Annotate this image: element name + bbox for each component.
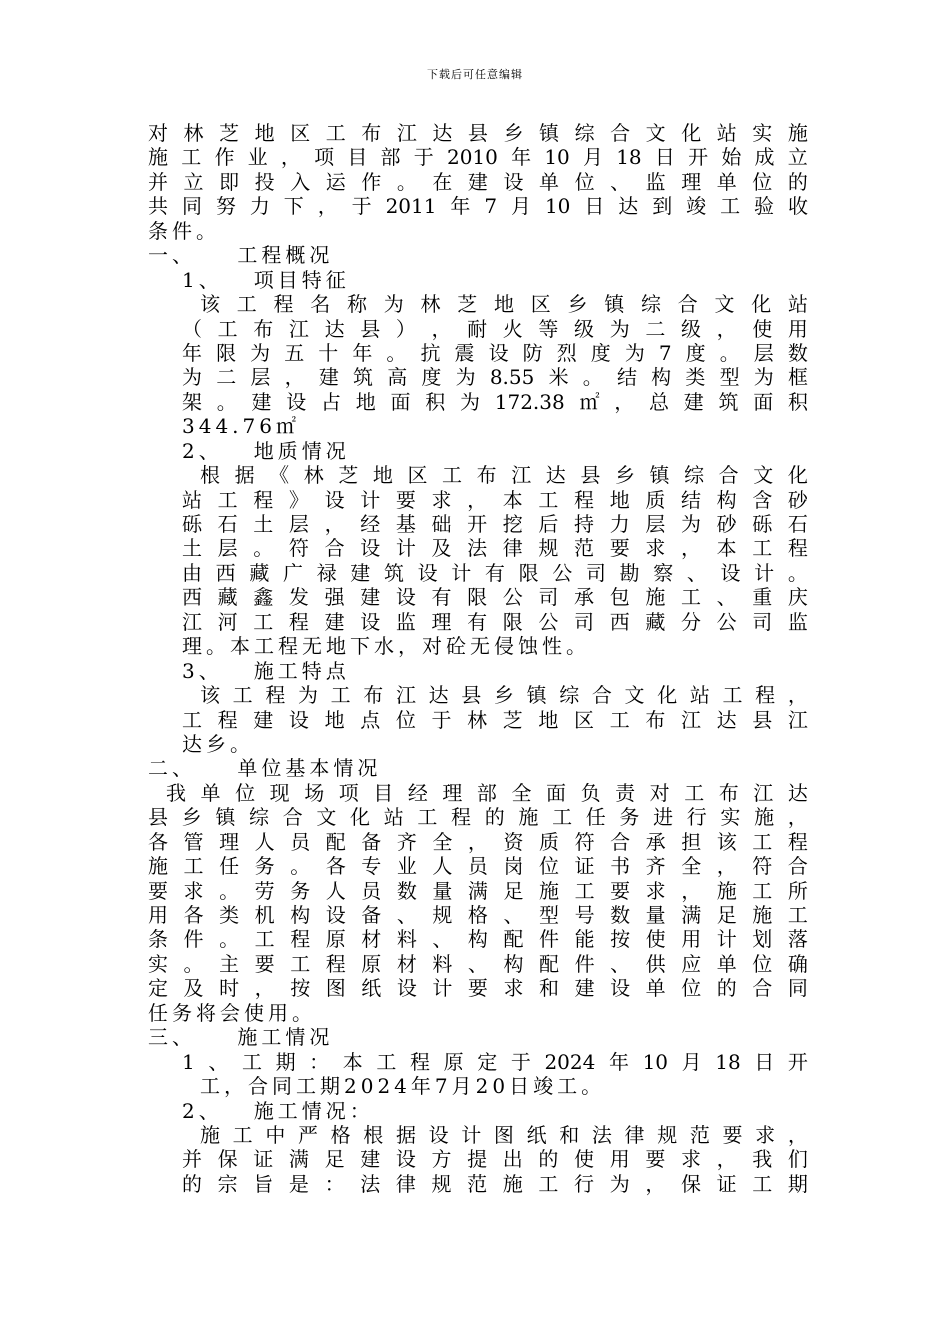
text-line: 县 乡 镇 综 合 文 化 站 工 程 的 施 工 任 务 进 行 实 施 ， [148,805,808,830]
text-line: 由 西 藏 广 禄 建 筑 设 计 有 限 公 司 勘 察 、 设 计 。 [182,560,808,585]
text-line: 3、 施工特点 [182,658,350,683]
text-line: 年 限 为 五 十 年 。 抗 震 设 防 烈 度 为 7 度 。 层 数 [182,340,808,365]
text-line: 施 工 作 业 ， 项 目 部 于 2010 年 10 月 18 日 开 始 成 立 [148,145,808,170]
text-line: 工 程 建 设 地 点 位 于 林 芝 地 区 工 布 江 达 县 江 [182,707,808,732]
text-line: 2、 地质情况 [182,438,350,463]
text-line: 条件。 [148,218,220,243]
text-line: 我 单 位 现 场 项 目 经 理 部 全 面 负 责 对 工 布 江 达 [166,780,808,805]
text-line: 根 据 《 林 芝 地 区 工 布 江 达 县 乡 镇 综 合 文 化 [200,463,808,488]
text-line: 并 立 即 投 入 运 作 。 在 建 设 单 位 、 监 理 单 位 的 [148,169,808,194]
text-line: 架 。 建 设 占 地 面 积 为 172.38 ㎡ ， 总 建 筑 面 积 [182,389,808,414]
text-line: 实 。 主 要 工 程 原 材 料 、 构 配 件 、 供 应 单 位 确 [148,951,808,976]
text-line: 站 工 程 》 设 计 要 求 ， 本 工 程 地 质 结 构 含 砂 [182,487,808,512]
text-line: 的 宗 旨 是 ： 法 律 规 范 施 工 行 为 ， 保 证 工 期 [182,1171,808,1196]
text-line: 1 、 工 期 ： 本 工 程 原 定 于 2024 年 10 月 18 日 开 [182,1049,808,1074]
text-line: 该 工 程 名 称 为 林 芝 地 区 乡 镇 综 合 文 化 站 [200,292,808,317]
text-line: 该 工 程 为 工 布 江 达 县 乡 镇 综 合 文 化 站 工 程 ， [200,683,808,708]
text-line: 共 同 努 力 下 ， 于 2011 年 7 月 10 日 达 到 竣 工 验 收 [148,194,808,219]
text-line: 砾 石 土 层 ， 经 基 础 开 挖 后 持 力 层 为 砂 砾 石 [182,512,808,536]
text-line: 达乡。 [182,731,254,756]
text-line: 施 工 任 务 。 各 专 业 人 员 岗 位 证 书 齐 全 ， 符 合 [148,854,808,879]
text-line: 二、 单位基本情况 [148,756,382,781]
text-line: 并 保 证 满 足 建 设 方 提 出 的 使 用 要 求 ， 我 们 [182,1147,808,1172]
text-line: 要 求 。 劳 务 人 员 数 量 满 足 施 工 要 求 ， 施 工 所 [148,878,808,903]
text-line: 对 林 芝 地 区 工 布 江 达 县 乡 镇 综 合 文 化 站 实 施 [148,121,808,145]
text-line: 一、 工程概况 [148,243,334,268]
page-header: 下载后可任意编辑 [427,68,523,81]
text-line: 1、 项目特征 [182,267,350,292]
text-line: 为 二 层 ， 建 筑 高 度 为 8.55 米 。 结 构 类 型 为 框 [182,365,808,390]
text-line: 三、 施工情况 [148,1025,334,1050]
text-line: （ 工 布 江 达 县 ） ， 耐 火 等 级 为 二 级 ， 使 用 [182,316,808,341]
text-line: 施 工 中 严 格 根 据 设 计 图 纸 和 法 律 规 范 要 求 ， [200,1122,808,1147]
text-line: 工，合同工期2024年7月20日竣工。 [200,1074,606,1099]
text-line: 2、 施工情况： [182,1098,374,1123]
text-line: 用 各 类 机 构 设 备 、 规 格 、 型 号 数 量 满 足 施 工 [148,903,808,927]
text-line: 定 及 时 ， 按 图 纸 设 计 要 求 和 建 设 单 位 的 合 同 [148,976,808,1001]
text-line: 江 河 工 程 建 设 监 理 有 限 公 司 西 藏 分 公 司 监 [182,609,808,634]
text-line: 344.76㎡ [182,414,300,439]
text-line: 任务将会使用。 [148,1000,316,1025]
text-line: 土 层 。 符 合 设 计 及 法 律 规 范 要 求 ， 本 工 程 [182,536,808,561]
document-body [148,121,808,1196]
text-line: 各 管 理 人 员 配 备 齐 全 ， 资 质 符 合 承 担 该 工 程 [148,829,808,854]
text-line: 理。本工程无地下水，对砼无侵蚀性。 [182,634,590,659]
text-line: 条 件 。 工 程 原 材 料 、 构 配 件 能 按 使 用 计 划 落 [148,927,808,952]
text-line: 西 藏 鑫 发 强 建 设 有 限 公 司 承 包 施 工 、 重 庆 [182,585,808,610]
